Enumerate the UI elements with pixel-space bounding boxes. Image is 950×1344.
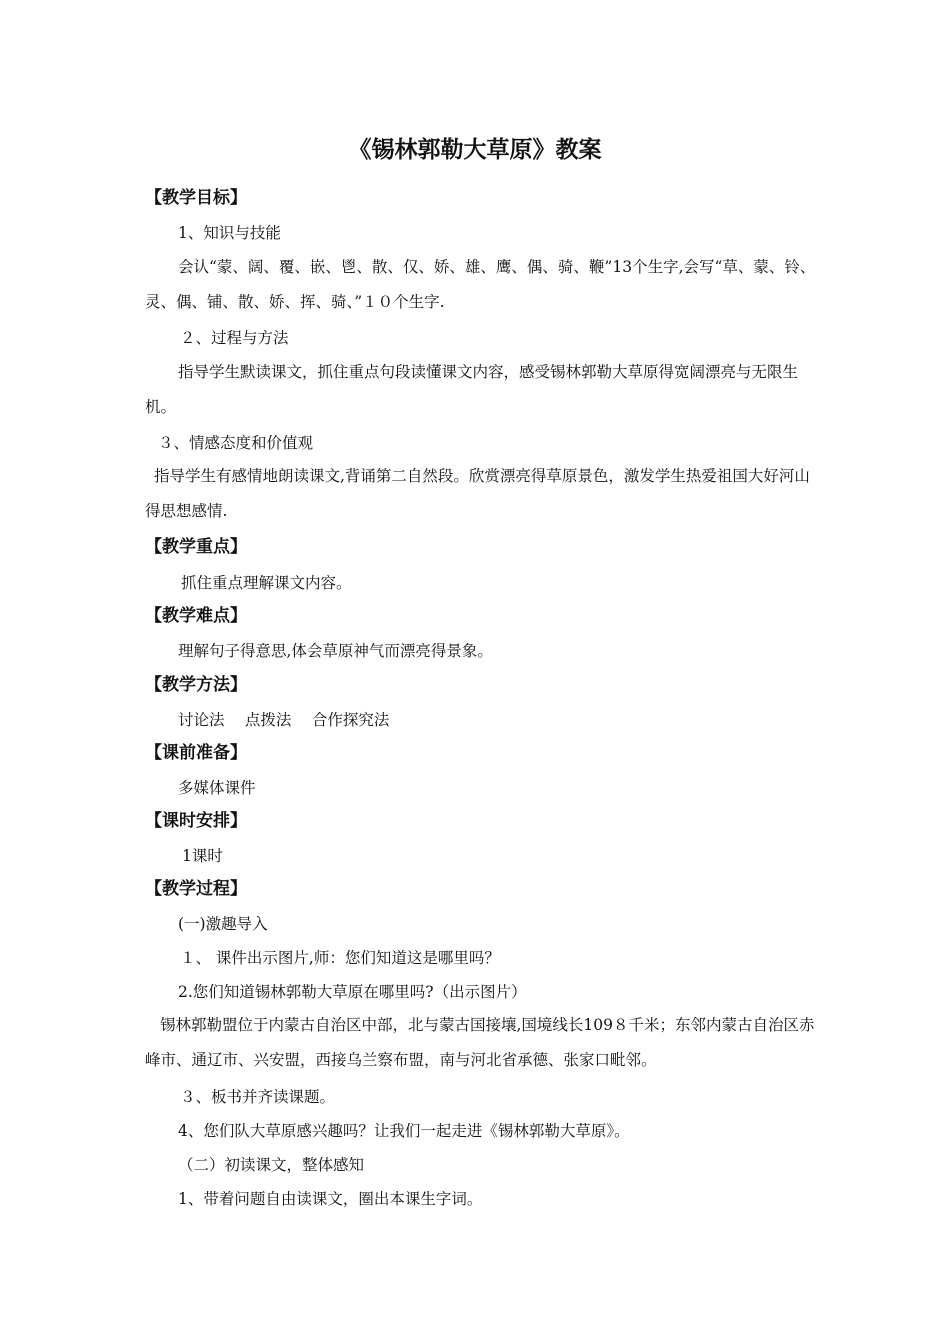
methods-heading: 【教学方法】 bbox=[145, 675, 247, 695]
objective-3-heading: ３、情感态度和价值观 bbox=[158, 434, 314, 452]
difficulties-text: 理解句子得意思,体会草原神气而漂亮得景象。 bbox=[178, 642, 493, 660]
objective-3-text: 指导学生有感情地朗读课文,背诵第二自然段。欣赏漂亮得草原景色，激发学生热爱祖国大好河山得思想感情. bbox=[145, 467, 810, 520]
objective-2-text: 指导学生默读课文，抓住重点句段读懂课文内容，感受锡林郭勒大草原得宽阔漂亮与无限生机。 bbox=[145, 363, 799, 416]
process-item-2: 2.您们知道锡林郭勒大草原在哪里吗?（出示图片） bbox=[178, 983, 527, 1001]
schedule-text: 1课时 bbox=[182, 847, 223, 865]
methods-text: 讨论法 点拨法 合作探究法 bbox=[178, 711, 390, 729]
process-item-2-text: 锡林郭勒盟位于内蒙古自治区中部，北与蒙古国接壤,国境线长109８千米；东邻内蒙古自治区赤峰市、通辽市、兴安盟，西接乌兰察布盟，南与河北省承德、张家口毗邻。 bbox=[145, 1016, 815, 1069]
process-part-1: (一)激趣导入 bbox=[178, 915, 268, 933]
process-item-4: 4、您们队大草原感兴趣吗？让我们一起走进《锡林郭勒大草原》。 bbox=[178, 1122, 630, 1140]
process-part-2-item-1: 1、带着问题自由读课文，圈出本课生字词。 bbox=[178, 1190, 483, 1208]
objectives-heading: 【教学目标】 bbox=[145, 188, 247, 208]
process-part-2: （二）初读课文，整体感知 bbox=[178, 1156, 365, 1174]
process-item-3: ３、板书并齐读课题。 bbox=[180, 1088, 336, 1106]
difficulties-heading: 【教学难点】 bbox=[145, 606, 247, 626]
schedule-heading: 【课时安排】 bbox=[145, 811, 247, 831]
preparation-text: 多媒体课件 bbox=[178, 779, 256, 797]
key-points-heading: 【教学重点】 bbox=[145, 537, 247, 557]
document-title: 《锡林郭勒大草原》教案 bbox=[348, 137, 602, 163]
preparation-heading: 【课前准备】 bbox=[145, 743, 247, 763]
objective-1-text: 会认“蒙、阔、覆、嵌、鬯、散、仅、娇、雄、鹰、偶、骑、鞭”13个生字,会写“草、蒙、铃、灵、偶、铺、散、娇、挥、骑、”１０个生字. bbox=[145, 258, 816, 311]
objective-2-heading: ２、过程与方法 bbox=[180, 329, 289, 347]
objective-1-heading: 1、知识与技能 bbox=[178, 224, 281, 242]
key-points-text: 抓住重点理解课文内容。 bbox=[181, 574, 352, 592]
process-heading: 【教学过程】 bbox=[145, 879, 247, 899]
process-item-1: １、 课件出示图片,师：您们知道这是哪里吗？ bbox=[180, 949, 500, 967]
